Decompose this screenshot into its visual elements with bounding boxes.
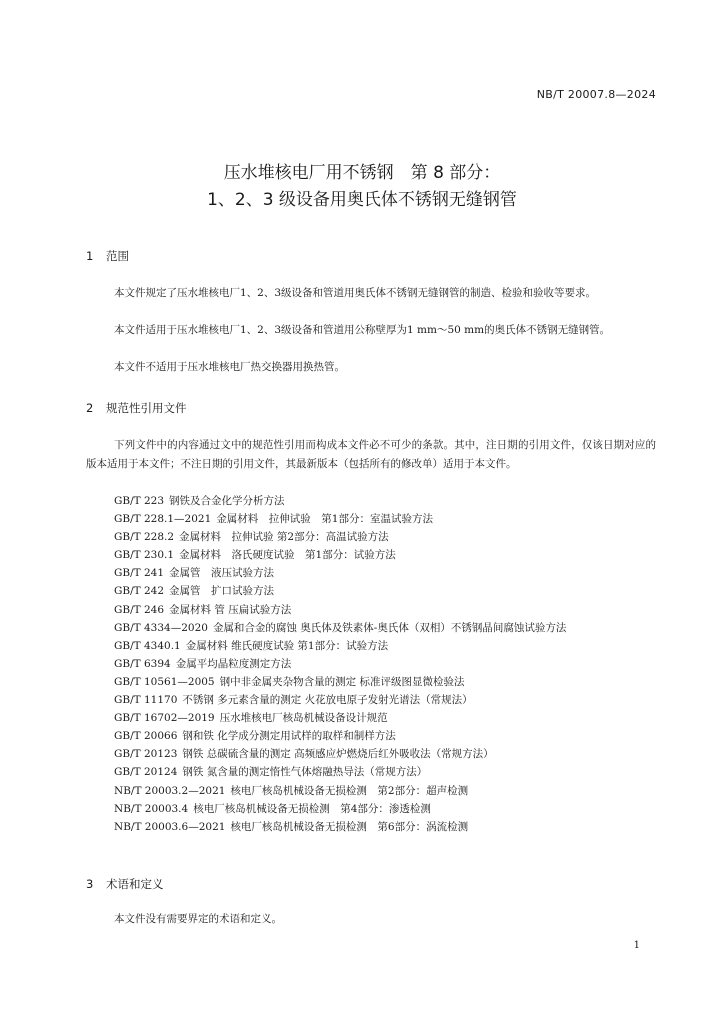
reference-code: GB/T 4334—2020 <box>114 621 208 634</box>
reference-item <box>114 763 566 781</box>
reference-title: 金属材料 洛氏硬度试验 第1部分：试验方法 <box>179 549 396 562</box>
reference-title: 钢中非金属夹杂物含量的测定 标准评级图显微检验法 <box>219 675 465 688</box>
scope-paragraph-1: 本文件规定了压水堆核电厂1、2、3级设备和管道用奥氏体不锈钢无缝钢管的制造、检验和验收等要求。 <box>114 287 597 299</box>
reference-code: GB/T 6394 <box>114 657 171 670</box>
document-title-line-1: 压水堆核电厂用不锈钢 第 8 部分： <box>223 163 501 183</box>
section-heading-terms <box>86 876 164 892</box>
reference-title: 金属材料 管 压扁试验方法 <box>169 603 292 616</box>
document-title-line-2: 1、2、3 级设备用奥氏体不锈钢无缝钢管 <box>207 190 517 210</box>
scope-paragraph-3: 本文件不适用于压水堆核电厂热交换器用换热管。 <box>114 361 345 373</box>
reference-title: 钢铁及合金化学分析方法 <box>169 495 285 507</box>
reference-item <box>114 782 566 800</box>
reference-code: GB/T 228.1—2021 <box>114 513 212 526</box>
reference-code: GB/T 20124 <box>114 766 178 779</box>
reference-code: GB/T 246 <box>114 603 165 616</box>
reference-item <box>114 528 566 546</box>
reference-code: GB/T 16702—2019 <box>114 712 215 725</box>
reference-code: GB/T 230.1 <box>114 549 175 562</box>
reference-code: GB/T 10561—2005 <box>114 675 215 688</box>
standard-code: NB/T 20007.8—2024 <box>536 88 656 101</box>
normative-refs-intro: 下列文件中的内容通过文中的规范性引用而构成本文件必不可少的条款。其中，注日期的引用文件，仅该日期对应的版本适用于本文件；不注日期的引用文件，其最新版本（包括所有的修改单）适用于本文件。 <box>86 439 656 470</box>
section-title: 术语和定义 <box>106 877 164 891</box>
reference-title: 核电厂核岛机械设备无损检测 第4部分：渗透检测 <box>193 802 431 815</box>
reference-item <box>114 564 566 582</box>
reference-code: GB/T 241 <box>114 567 165 580</box>
reference-title: 金属管 扩口试验方法 <box>169 585 275 598</box>
reference-code: GB/T 223 <box>114 495 165 507</box>
reference-title: 钢和铁 化学成分测定用试样的取样和制样方法 <box>182 730 396 743</box>
reference-item <box>114 745 566 763</box>
reference-item <box>114 510 566 528</box>
reference-code: NB/T 20003.4 <box>114 802 189 815</box>
reference-item <box>114 582 566 600</box>
reference-item <box>114 637 566 655</box>
section-number: 3 <box>86 877 94 891</box>
reference-code: GB/T 11170 <box>114 694 178 707</box>
section-title: 范围 <box>106 249 129 263</box>
reference-code: GB/T 242 <box>114 585 165 598</box>
section-heading-normative-refs <box>86 400 187 416</box>
page-number: 1 <box>633 940 640 951</box>
reference-title: 金属材料 拉伸试验 第2部分：高温试验方法 <box>179 531 389 544</box>
reference-title: 金属材料 维氏硬度试验 第1部分：试验方法 <box>185 639 389 652</box>
reference-item <box>114 727 566 745</box>
reference-title: 核电厂核岛机械设备无损检测 第6部分：涡流检测 <box>230 820 469 833</box>
reference-code: NB/T 20003.6—2021 <box>114 820 226 833</box>
reference-item <box>114 818 566 836</box>
reference-code: GB/T 20123 <box>114 748 178 761</box>
reference-code: NB/T 20003.2—2021 <box>114 784 226 797</box>
section-title: 规范性引用文件 <box>106 401 187 415</box>
reference-item <box>114 546 566 564</box>
reference-title: 钢铁 氮含量的测定惰性气体熔融热导法（常规方法） <box>182 766 428 779</box>
reference-list <box>114 492 566 836</box>
reference-title: 压水堆核电厂核岛机械设备设计规范 <box>219 712 388 725</box>
reference-title: 金属管 液压试验方法 <box>169 567 275 580</box>
reference-code: GB/T 228.2 <box>114 531 175 544</box>
reference-item <box>114 492 566 510</box>
reference-item <box>114 655 566 673</box>
reference-item <box>114 691 566 709</box>
reference-title: 不锈钢 多元素含量的测定 火花放电原子发射光谱法（常规法） <box>182 694 473 707</box>
reference-title: 金属材料 拉伸试验 第1部分：室温试验方法 <box>216 513 433 526</box>
reference-code: GB/T 4340.1 <box>114 639 181 652</box>
reference-item <box>114 800 566 818</box>
reference-code: GB/T 20066 <box>114 730 178 743</box>
reference-title: 金属平均晶粒度测定方法 <box>175 657 292 670</box>
section-heading-scope <box>86 248 129 264</box>
reference-item <box>114 601 566 619</box>
section-number: 1 <box>86 249 94 263</box>
reference-title: 核电厂核岛机械设备无损检测 第2部分：超声检测 <box>230 784 469 797</box>
reference-item <box>114 673 566 691</box>
section-number: 2 <box>86 401 94 415</box>
reference-item <box>114 619 566 637</box>
terms-paragraph: 本文件没有需要界定的术语和定义。 <box>114 913 282 925</box>
reference-title: 金属和合金的腐蚀 奥氏体及铁素体-奥氏体（双相）不锈钢晶间腐蚀试验方法 <box>212 621 567 634</box>
reference-title: 钢铁 总碳硫含量的测定 高频感应炉燃烧后红外吸收法（常规方法） <box>182 748 494 761</box>
scope-paragraph-2: 本文件适用于压水堆核电厂1、2、3级设备和管道用公称壁厚为1 mm～50 mm的奥氏体不锈钢无缝钢管。 <box>114 324 611 336</box>
reference-item <box>114 709 566 727</box>
